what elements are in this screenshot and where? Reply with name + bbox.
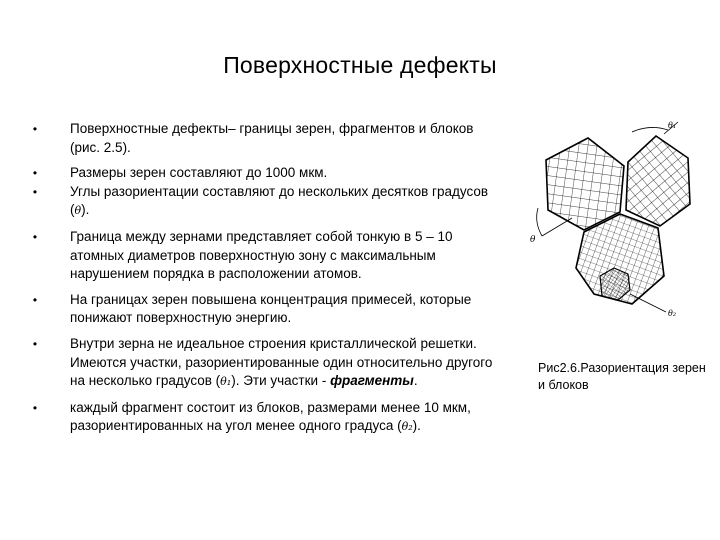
bullet-item: • На границах зерен повышена концентрация примесей, которые понижают поверхностную энергию. [28,291,498,328]
grain-misorientation-figure [528,118,704,328]
bullet-icon: • [32,336,38,351]
figure-caption: Рис2.6.Разориентация зерен и блоков [538,361,706,392]
grain-left [546,138,624,230]
bullet-item: • Граница между зернами представляет собой тонкую в 5 – 10 атомных диаметров поверхностную зону с максимальным нарушением порядка в расположении атомов. [28,228,498,284]
bullet-icon: • [32,184,38,199]
grain-right [626,136,690,226]
bullet-list [28,120,498,437]
theta2-label: θ₂ [668,309,677,318]
bullet-item: • Внутри зерна не идеальное строения кристаллической решетки. Имеются участки, разориентированные один относительно другого на несколько градусов (θ₁). Эти участки - фрагменты. [28,335,498,392]
bullet-icon: • [32,229,38,244]
theta1-label: θ₁ [668,121,677,130]
bullet-item: • Размеры зерен составляют до 1000 мкм. [28,164,498,183]
bullet-item: • каждый фрагмент состоит из блоков, размерами менее 10 мкм, разориентированных на угол менее одного градуса (θ₂). [28,399,498,437]
bullet-item: • Поверхностные дефекты– границы зерен, фрагментов и блоков (рис. 2.5). [28,120,498,157]
theta2-symbol: θ₂ [401,420,413,434]
angle-arc-left [537,208,542,236]
pointer-line [630,294,666,312]
bullet-icon: • [32,400,38,415]
bullet-icon: • [32,292,38,307]
bullet-item: • Углы разориентации составляют до нескольких десятков градусов (θ). [28,183,498,221]
theta-symbol: θ [74,204,82,218]
bullet-icon: • [32,122,38,136]
theta1-symbol: θ₁ [220,375,232,389]
angle-arc-top [632,127,668,132]
bullet-icon: • [32,166,38,181]
theta-label: θ [530,235,536,245]
fragments-emphasis: фрагменты [330,373,414,389]
angle-ray [542,218,572,236]
slide-title: Поверхностные дефекты [223,52,497,78]
